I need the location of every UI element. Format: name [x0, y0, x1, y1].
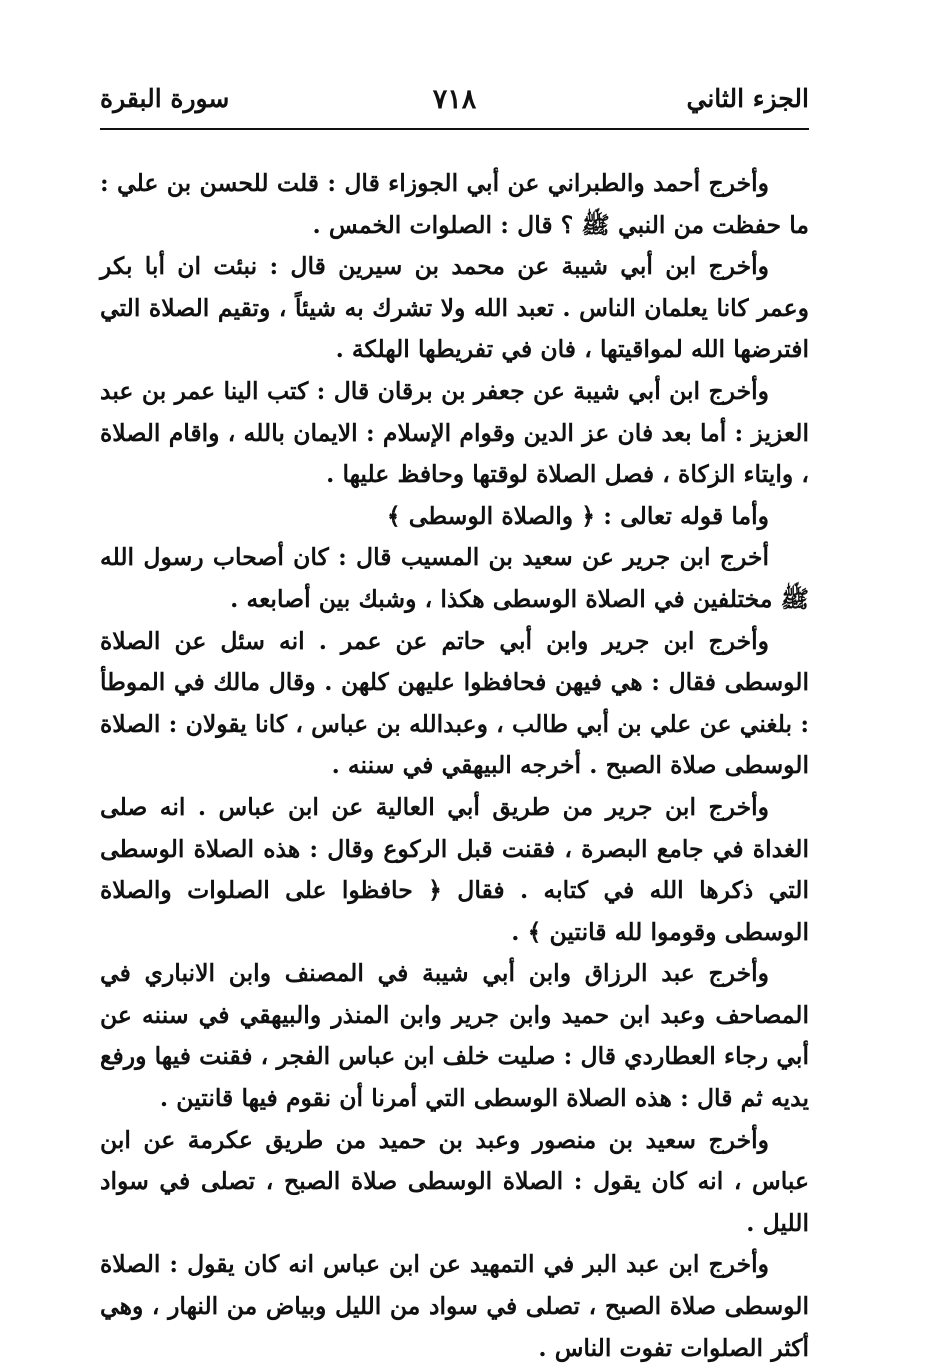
paragraph: وأخرج سعيد بن منصور وعبد بن حميد من طريق عكرمة عن ابن عباس ، انه كان يقول : الصلاة الوسطى صلاة الصبح ، تصلى في سواد الليل .: [100, 1125, 809, 1237]
paragraph: وأخرج ابن عبد البر في التمهيد عن ابن عباس انه كان يقول : الصلاة الوسطى صلاة الصبح ، تصلى في سواد من الليل وبياض من النهار ، وهي أكثر الصلوات تفوت الناس .: [100, 1250, 809, 1362]
page-header: [100, 80, 809, 126]
paragraph: وأخرج ابن أبي شيبة عن جعفر بن برقان قال : كتب الينا عمر بن عبد العزيز : أما بعد فان عز الدين وقوام الإسلام : الايمان بالله ، واقام الصلاة ، وايتاء الزكاة ، فصل الصلاة لوقتها وحافظ عليها .: [100, 376, 809, 489]
paragraph: أخرج ابن جرير عن سعيد بن المسيب قال : كان أصحاب رسول الله ﷺ مختلفين في الصلاة الوسطى هكذا ، وشبك بين أصابعه .: [100, 543, 809, 613]
paragraph: وأخرج عبد الرزاق وابن أبي شيبة في المصنف وابن الانباري في المصاحف وعبد ابن حميد وابن جرير وابن المنذر والبيهقي في سننه عن أبي رجاء العطاردي قال : صليت خلف ابن عباس الفجر ، فقنت فيها ورفع يديه ثم قال : هذه الصلاة الوسطى التي أمرنا أن نقوم فيها قانتين .: [100, 959, 809, 1113]
paragraph: وأخرج أحمد والطبراني عن أبي الجوزاء قال : قلت للحسن بن علي : ما حفظت من النبي ﷺ ؟ قال : الصلوات الخمس .: [100, 169, 809, 239]
paragraph: وأما قوله تعالى : ﴿ والصلاة الوسطى ﴾: [386, 501, 769, 530]
page-number: ٧١٨: [432, 84, 477, 115]
surah-label: سورة البقرة: [100, 84, 230, 113]
part-label: الجزء الثاني: [686, 84, 809, 113]
paragraph: وأخرج ابن جرير وابن أبي حاتم عن عمر . انه سئل عن الصلاة الوسطى فقال : هي فيهن فحافظوا عليهن كلهن . وقال مالك في الموطأ : بلغني عن علي بن أبي طالب ، وعبدالله بن عباس ، كانا يقولان : الصلاة الوسطى صلاة الصبح . أخرجه البيهقي في سننه .: [100, 626, 809, 780]
header-divider: [100, 128, 809, 130]
page-body: [100, 163, 809, 1369]
paragraph: وأخرج ابن أبي شيبة عن محمد بن سيرين قال : نبئت ان أبا بكر وعمر كانا يعلمان الناس . تعبد الله ولا تشرك به شيئاً ، وتقيم الصلاة التي افترضها الله لمواقيتها ، فان في تفريطها الهلكة .: [100, 252, 809, 364]
paragraph: وأخرج ابن جرير من طريق أبي العالية عن ابن عباس . انه صلى الغداة في جامع البصرة ، فقنت قبل الركوع وقال : هذه الصلاة الوسطى التي ذكرها الله في كتابه . فقال ﴿ حافظوا على الصلوات والصلاة الوسطى وقوموا لله قانتين ﴾ .: [100, 792, 809, 946]
